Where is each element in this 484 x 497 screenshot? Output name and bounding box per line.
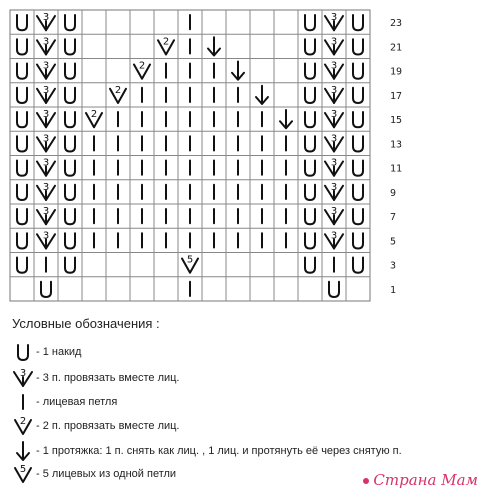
three-together-icon: [10, 366, 36, 390]
row-number: 17: [390, 90, 403, 102]
slip-knit-pass-icon: [10, 439, 36, 463]
svg-text:2: 2: [19, 416, 27, 427]
legend-text: - лицевая петля: [36, 396, 118, 408]
watermark: [363, 471, 478, 489]
svg-text:3: 3: [330, 36, 338, 48]
svg-text:3: 3: [330, 230, 338, 242]
svg-text:3: 3: [330, 181, 338, 193]
row-number: 3: [390, 260, 397, 272]
row-number: 5: [390, 236, 397, 248]
svg-text:2: 2: [90, 109, 98, 120]
svg-text:3: 3: [330, 206, 338, 217]
svg-text:5: 5: [186, 254, 194, 266]
row-number: 11: [390, 163, 403, 175]
row-number: 15: [390, 115, 403, 127]
legend-text: - 3 п. провязать вместе лиц.: [36, 372, 180, 384]
legend-title: Условные обозначения :: [12, 316, 160, 331]
svg-text:2: 2: [138, 60, 146, 72]
row-number: 19: [390, 66, 403, 78]
svg-text:3: 3: [42, 12, 50, 23]
watermark-logo-icon: [363, 478, 369, 484]
svg-text:5: 5: [19, 464, 27, 475]
legend-item: [10, 340, 81, 364]
svg-text:3: 3: [330, 84, 338, 96]
five-from-one-icon: [10, 462, 36, 486]
row-number: 23: [390, 18, 403, 30]
legend-item: [10, 439, 402, 463]
svg-text:3: 3: [42, 36, 50, 48]
svg-text:2: 2: [114, 84, 122, 96]
legend-text: - 1 накид: [36, 346, 82, 358]
knit-stitch-icon: [10, 390, 36, 414]
row-number: 13: [390, 139, 403, 151]
svg-text:3: 3: [330, 60, 338, 72]
svg-text:3: 3: [42, 230, 50, 242]
legend-text: - 5 лицевых из одной петли: [36, 468, 177, 480]
row-number: 21: [390, 42, 403, 54]
legend-text: - 1 протяжка: 1 п. снять как лиц. , 1 лиц. и протянуть её через снятую п.: [36, 445, 402, 457]
svg-text:3: 3: [42, 157, 50, 169]
row-number: 1: [390, 284, 397, 296]
svg-text:3: 3: [42, 109, 50, 120]
svg-text:2: 2: [162, 36, 170, 48]
legend-item: [10, 366, 179, 390]
legend-item: [10, 390, 117, 414]
svg-text:3: 3: [330, 157, 338, 169]
watermark-text: Страна Мам: [373, 471, 478, 489]
row-number: 9: [390, 187, 397, 199]
svg-text:3: 3: [42, 206, 50, 217]
legend-text: - 2 п. провязать вместе лиц.: [36, 420, 180, 432]
svg-text:3: 3: [42, 181, 50, 193]
row-number: 7: [390, 212, 397, 224]
two-together-icon: [10, 414, 36, 438]
legend-item: [10, 462, 176, 486]
svg-text:3: 3: [330, 109, 338, 120]
svg-text:3: 3: [330, 133, 338, 145]
svg-text:3: 3: [42, 60, 50, 72]
legend-item: [10, 414, 179, 438]
svg-text:3: 3: [19, 368, 27, 379]
svg-text:3: 3: [42, 133, 50, 145]
yarn-over-icon: [10, 340, 36, 364]
svg-text:3: 3: [330, 12, 338, 23]
svg-text:3: 3: [42, 84, 50, 96]
